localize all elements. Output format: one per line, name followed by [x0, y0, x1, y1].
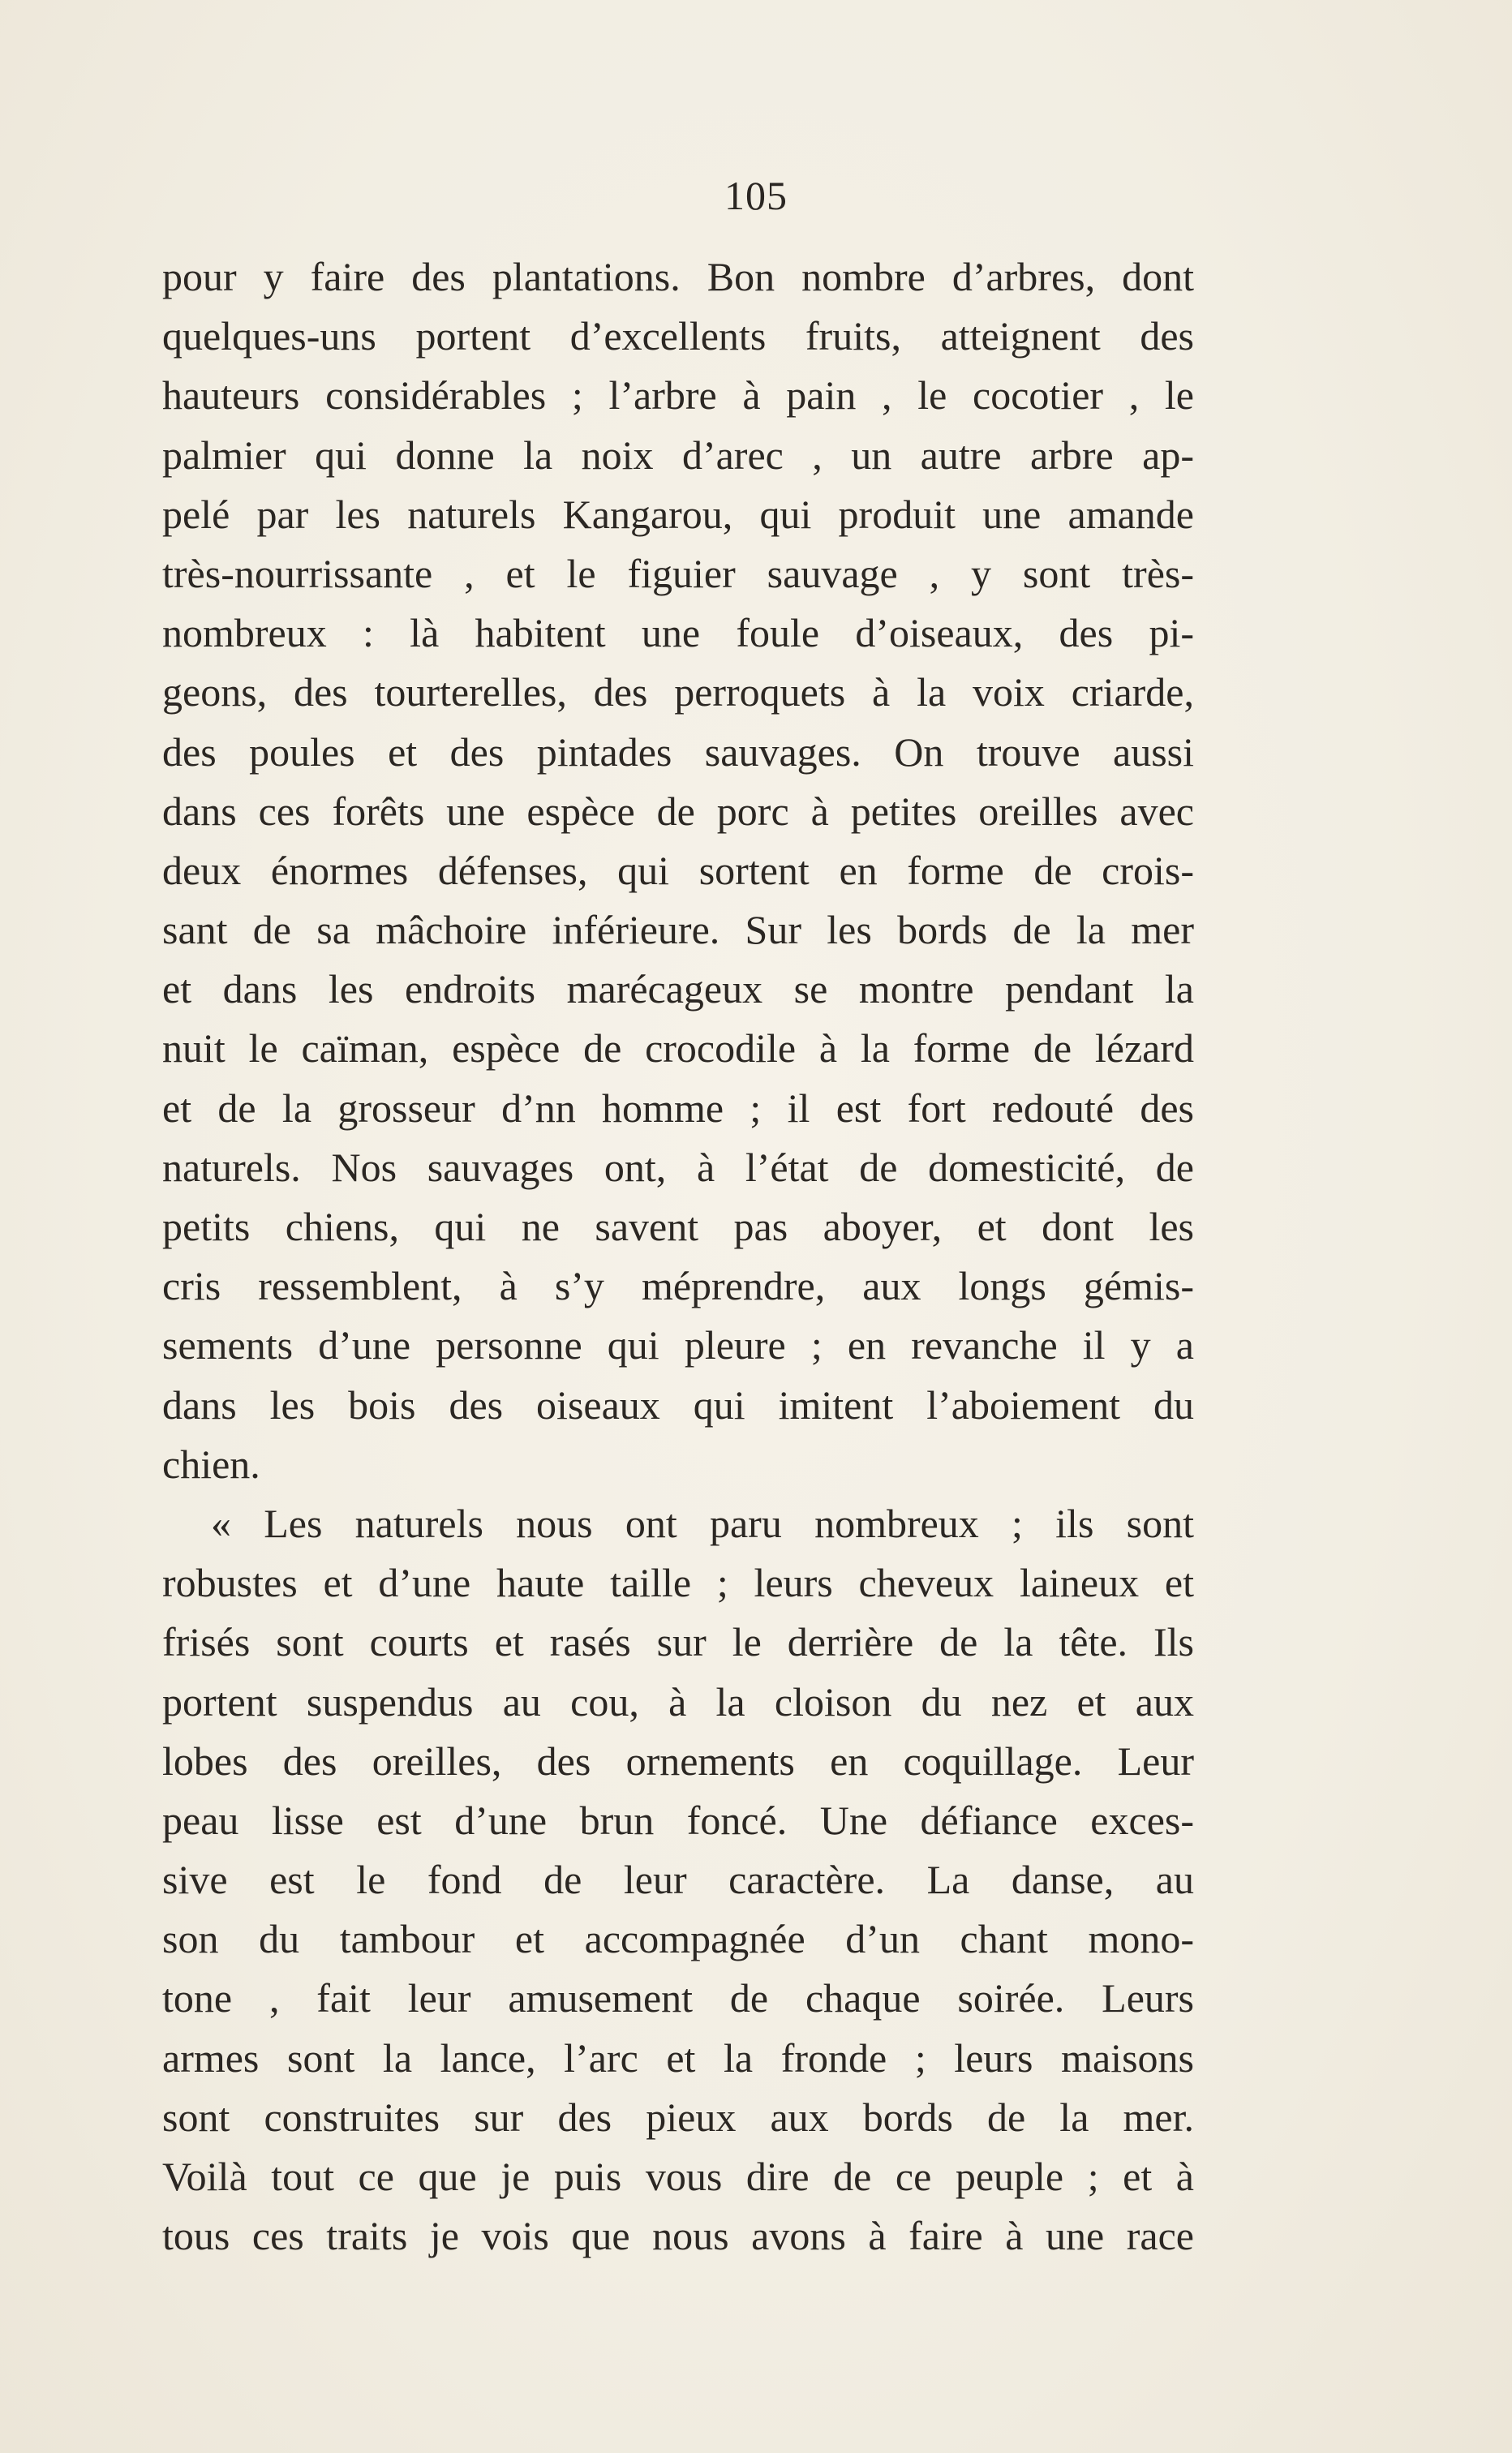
- text-line: geons, des tourterelles, des perroquets à la voix criarde,: [162, 669, 1194, 715]
- text-line: dans les bois des oiseaux qui imitent l’aboiement du: [162, 1381, 1194, 1428]
- text-line: cris ressemblent, à s’y méprendre, aux longs gémis-: [162, 1263, 1194, 1309]
- text-line: des poules et des pintades sauvages. On trouve aussi: [162, 728, 1194, 775]
- text-line: dans ces forêts une espèce de porc à petites oreilles avec: [162, 788, 1194, 834]
- text-line: chien.: [162, 1441, 260, 1487]
- text-line: et dans les endroits marécageux se montre pendant la: [162, 966, 1194, 1012]
- text-line: deux énormes défenses, qui sortent en forme de crois-: [162, 847, 1194, 893]
- text-line: peau lisse est d’une brun foncé. Une défiance exces-: [162, 1797, 1194, 1843]
- text-line: nombreux : là habitent une foule d’oiseaux, des pi-: [162, 610, 1194, 656]
- text-line: très-nourrissante , et le figuier sauvage , y sont très-: [162, 550, 1194, 596]
- text-line: tous ces traits je vois que nous avons à faire à une race: [162, 2213, 1194, 2259]
- text-line: petits chiens, qui ne savent pas aboyer, et dont les: [162, 1204, 1194, 1249]
- text-line: palmier qui donne la noix d’arec , un autre arbre ap-: [162, 432, 1194, 478]
- text-line: Voilà tout ce que je puis vous dire de ce peuple ; et à: [162, 2154, 1194, 2199]
- text-line: son du tambour et accompagnée d’un chant mono-: [162, 1916, 1194, 1962]
- text-line: sements d’une personne qui pleure ; en revanche il y a: [162, 1322, 1194, 1368]
- text-line: nuit le caïman, espèce de crocodile à la forme de lézard: [162, 1025, 1194, 1072]
- text-line: sont construites sur des pieux aux bords de la mer.: [162, 2094, 1194, 2140]
- text-line: robustes et d’une haute taille ; leurs cheveux laineux et: [162, 1560, 1194, 1606]
- text-line: pelé par les naturels Kangarou, qui produit une amande: [162, 491, 1194, 537]
- paragraph-start-line: « Les naturels nous ont paru nombreux ; ils sont: [211, 1500, 1194, 1546]
- text-line: hauteurs considérables ; l’arbre à pain , le cocotier , le: [162, 372, 1194, 419]
- page-number: 105: [724, 173, 788, 218]
- text-line: sive est le fond de leur caractère. La danse, au: [162, 1857, 1194, 1903]
- text-line: sant de sa mâchoire inférieure. Sur les bords de la mer: [162, 907, 1194, 953]
- text-line: portent suspendus au cou, à la cloison du nez et aux: [162, 1678, 1194, 1725]
- text-line: pour y faire des plantations. Bon nombre d’arbres, dont: [162, 254, 1194, 299]
- text-line: tone , fait leur amusement de chaque soirée. Leurs: [162, 1975, 1194, 2021]
- text-line: naturels. Nos sauvages ont, à l’état de domesticité, de: [162, 1144, 1194, 1190]
- text-line: et de la grosseur d’nn homme ; il est fort redouté des: [162, 1085, 1194, 1131]
- text-line: frisés sont courts et rasés sur le derrière de la tête. Ils: [162, 1619, 1194, 1665]
- text-line: lobes des oreilles, des ornements en coquillage. Leur: [162, 1738, 1194, 1784]
- text-line: armes sont la lance, l’arc et la fronde ; leurs maisons: [162, 2034, 1194, 2081]
- text-line: quelques-uns portent d’excellents fruits, atteignent des: [162, 313, 1194, 359]
- body-text: [162, 247, 1194, 2266]
